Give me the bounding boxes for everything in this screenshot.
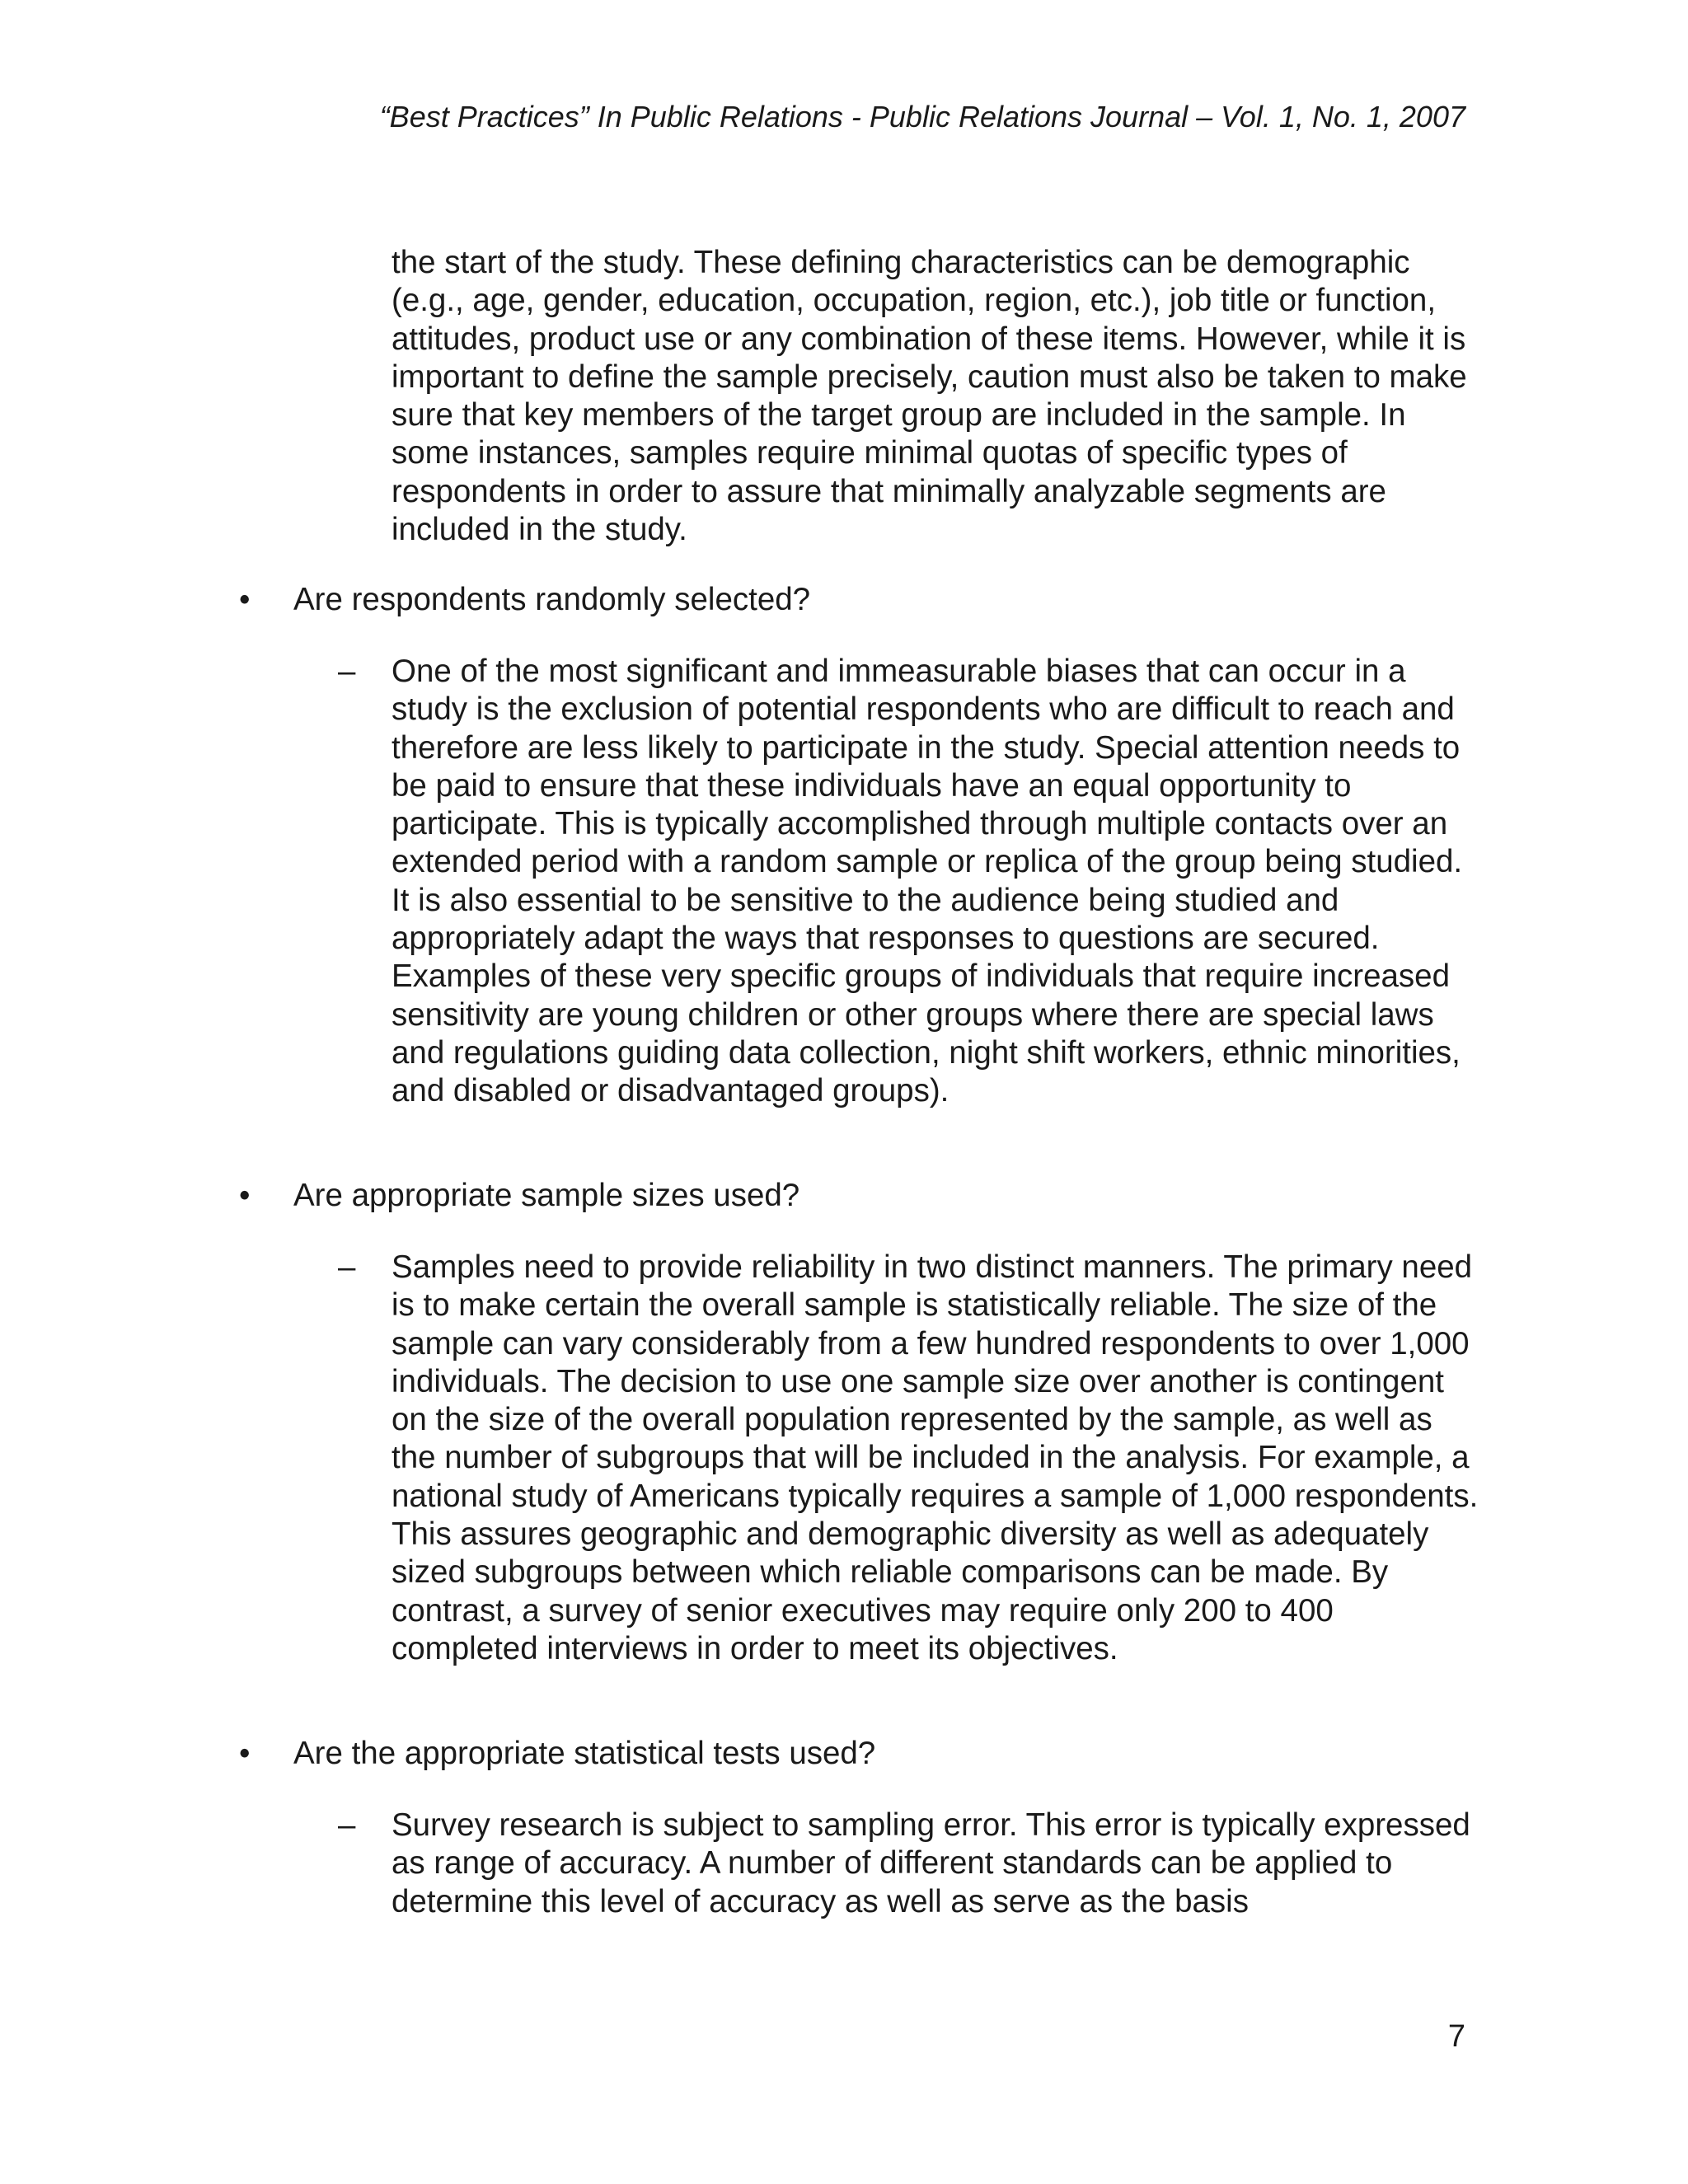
bullet-question: Are the appropriate statistical tests used? (293, 1736, 876, 1771)
dash-icon: – (338, 1807, 356, 1843)
bullet-question: Are appropriate sample sizes used? (293, 1178, 800, 1213)
continuation-paragraph: the start of the study. These defining characteristics can be demographic (e.g., age, gender, education, occupation, region, etc.), job title or function, attitudes, product use or any combination of these items. However, while it is important to define the sample precisely, caution must also be taken to make sure that key members of the target group are included in the sample. In some instances, samples require minimal quotas of specific types of respondents in order to assure that minimally analyzable segments are included in the study. (392, 245, 1467, 548)
sub-item-paragraph: Survey research is subject to sampling error. This error is typically expressed as range of accuracy. A number of different standards can be applied to determine this level of accuracy as well as serve as the basis (392, 1807, 1470, 1919)
dash-icon: – (338, 1249, 356, 1285)
dash-icon: – (338, 654, 356, 689)
bullet-question: Are respondents randomly selected? (293, 582, 811, 617)
sub-item-paragraph: Samples need to provide reliability in two distinct manners. The primary need is to make certain the overall sample is statistically reliable. The size of the sample can vary considerably from a few hundred respondents to over 1,000 individuals. The decision to use one sample size over another is contingent on the size of the overall population represented by the sample, as well as the number of subgroups that will be included in the analysis. For example, a national study of Americans typically requires a sample of 1,000 respondents. This assures geographic and demographic diversity as well as adequately sized subgroups between which reliable comparisons can be made. By contrast, a survey of senior executives may require only 200 to 400 completed interviews in order to meet its objectives. (392, 1249, 1479, 1666)
running-header: “Best Practices” In Public Relations - Public Relations Journal – Vol. 1, No. 1, 2007 (379, 100, 1465, 134)
sub-item-paragraph: One of the most significant and immeasurable biases that can occur in a study is the exclusion of potential respondents who are difficult to reach and therefore are less likely to participate in the study. Special attention needs to be paid to ensure that these individuals have an equal opportunity to participate. This is typically accomplished through multiple contacts over an extended period with a random sample or replica of the group being studied. It is also essential to be sensitive to the audience being studied and appropriately adapt the ways that responses to questions are secured. Examples of these very specific groups of individuals that require increased sensitivity are young children or other groups where there are special laws and regulations guiding data collection, night shift workers, ethnic minorities, and disabled or disadvantaged groups). (392, 654, 1463, 1109)
bullet-icon: • (239, 582, 251, 617)
page-number: 7 (1447, 2019, 1465, 2054)
bullet-icon: • (239, 1178, 251, 1213)
bullet-icon: • (239, 1736, 251, 1771)
